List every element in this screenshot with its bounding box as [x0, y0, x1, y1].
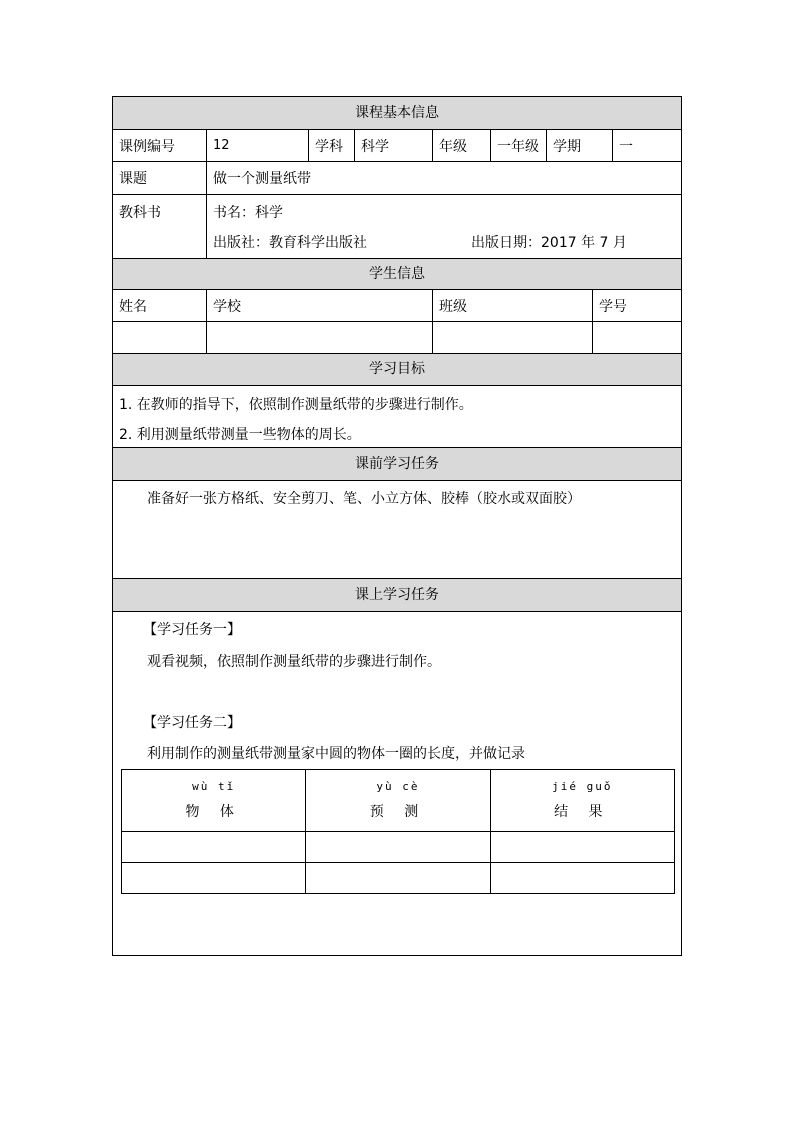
table-cell[interactable] [306, 832, 490, 863]
student-info-header [113, 259, 681, 290]
subject-label: 学科 [309, 130, 355, 161]
name-field[interactable] [113, 322, 207, 353]
column-prediction [306, 770, 490, 832]
task2-title: 【学习任务二】 [143, 715, 241, 731]
subject-value: 科学 [355, 130, 433, 161]
table-row [122, 832, 675, 863]
topic-row [113, 162, 681, 195]
goal-item: 1. 在教师的指导下，依照制作测量纸带的步骤进行制作。 [119, 397, 473, 413]
lesson-sheet [112, 96, 682, 956]
task1-title: 【学习任务一】 [143, 622, 241, 638]
school-label: 学校 [207, 290, 433, 321]
basic-info-header-text: 课程基本信息 [355, 105, 439, 121]
column-result [490, 770, 674, 832]
in-class-header-text: 课上学习任务 [355, 587, 439, 603]
class-field[interactable] [433, 322, 593, 353]
topic-label: 课题 [113, 162, 207, 194]
book-name: 书名：科学 [213, 205, 283, 221]
task1-text: 观看视频，依照制作测量纸带的步骤进行制作。 [147, 654, 441, 670]
student-labels-row [113, 290, 681, 322]
record-table [121, 769, 675, 894]
basic-info-row [113, 130, 681, 162]
pinyin-label: yù cè [376, 780, 420, 793]
pre-task-content [113, 481, 681, 579]
grade-value: 一年级 [491, 130, 547, 161]
table-cell[interactable] [306, 863, 490, 894]
record-header-row [122, 770, 675, 832]
column-label: 预 测 [369, 804, 427, 820]
textbook-row [113, 195, 681, 259]
column-label: 物 体 [185, 804, 242, 820]
pre-task-header [113, 448, 681, 481]
table-cell[interactable] [490, 863, 674, 894]
column-object [122, 770, 306, 832]
school-field[interactable] [207, 322, 433, 353]
pinyin-label: jié guǒ [552, 780, 613, 793]
term-label: 学期 [547, 130, 613, 161]
id-field[interactable] [593, 322, 681, 353]
pre-task-header-text: 课前学习任务 [355, 456, 439, 472]
topic-value: 做一个测量纸带 [213, 171, 311, 187]
grade-label: 年级 [433, 130, 491, 161]
goals-header-text: 学习目标 [369, 361, 425, 377]
term-value: 一 [619, 138, 633, 155]
goals-content [113, 386, 681, 448]
basic-info-header [113, 97, 681, 130]
case-no-label: 课例编号 [113, 130, 207, 161]
column-label: 结 果 [554, 804, 611, 820]
table-cell[interactable] [122, 832, 306, 863]
goal-item: 2. 利用测量纸带测量一些物体的周长。 [119, 427, 361, 443]
class-label: 班级 [433, 290, 593, 321]
student-info-header-text: 学生信息 [369, 266, 425, 282]
case-no-value: 12 [207, 130, 309, 161]
pinyin-label: wù tǐ [192, 780, 236, 793]
publisher: 出版社：教育科学出版社 [213, 235, 367, 251]
textbook-label: 教科书 [113, 195, 207, 258]
table-cell[interactable] [122, 863, 306, 894]
name-label: 姓名 [113, 290, 207, 321]
task2-text: 利用制作的测量纸带测量家中圆的物体一圈的长度，并做记录 [147, 746, 525, 762]
student-values-row [113, 322, 681, 354]
table-row [122, 863, 675, 894]
table-cell[interactable] [490, 832, 674, 863]
pre-task-text: 准备好一张方格纸、安全剪刀、笔、小立方体、胶棒（胶水或双面胶） [147, 491, 581, 507]
publish-date: 出版日期：2017 年 7 月 [471, 235, 627, 251]
goals-header [113, 354, 681, 386]
in-class-header [113, 579, 681, 612]
id-label: 学号 [599, 298, 627, 315]
